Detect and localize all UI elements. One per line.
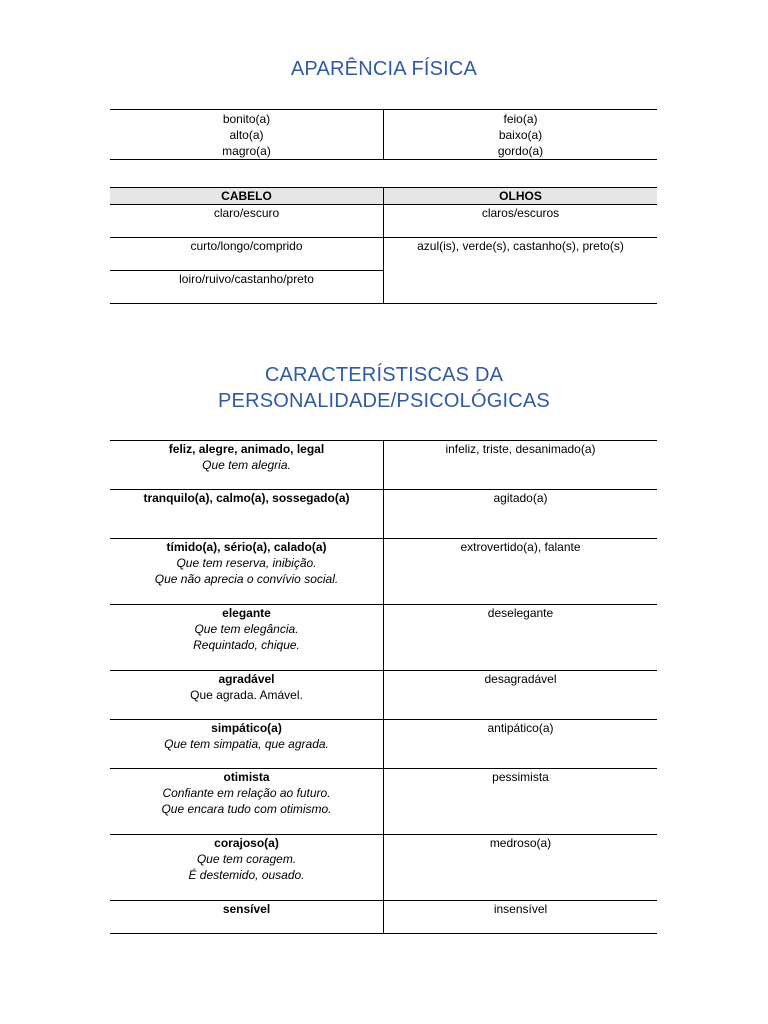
eyes-cell: claros/escuros — [384, 205, 658, 238]
trait-description: Requintado, chique. — [193, 638, 300, 652]
personality-table — [110, 440, 657, 934]
opposite-trait-cell: antipático(a) — [384, 720, 658, 769]
appearance-term: baixo(a) — [498, 128, 543, 142]
hair-cell: curto/longo/comprido — [110, 238, 384, 271]
section-title-appearance: APARÊNCIA FÍSICA — [290, 58, 478, 80]
trait-description: Que tem simpatia, que agrada. — [164, 737, 329, 751]
trait-description: Que tem reserva, inibição. — [176, 556, 317, 570]
trait-description: Que tem elegância. — [194, 622, 299, 636]
trait-cell — [110, 720, 384, 769]
table-row — [110, 539, 657, 605]
table-row — [110, 441, 657, 490]
table-row — [110, 110, 657, 160]
table-row — [110, 205, 657, 238]
eyes-cell: azul(is), verde(s), castanho(s), preto(s) — [384, 238, 658, 304]
table-row — [110, 671, 657, 720]
hair-cell: loiro/ruivo/castanho/preto — [110, 271, 384, 304]
trait-term: agradável — [218, 672, 275, 686]
trait-description: Confiante em relação ao futuro. — [162, 786, 331, 800]
trait-cell — [110, 490, 384, 539]
column-header-eyes: OLHOS — [384, 188, 658, 205]
trait-description: Que agrada. Amável. — [190, 688, 303, 702]
trait-cell — [110, 671, 384, 720]
trait-cell — [110, 605, 384, 671]
trait-description: É destemido, ousado. — [188, 868, 305, 882]
trait-term: corajoso(a) — [214, 836, 279, 850]
appearance-term: feio(a) — [503, 112, 538, 126]
table-row — [110, 769, 657, 835]
opposite-trait-cell: extrovertido(a), falante — [384, 539, 658, 605]
trait-term: feliz, alegre, animado, legal — [168, 442, 325, 456]
table-header-row — [110, 188, 657, 205]
trait-term: simpático(a) — [211, 721, 282, 735]
section-title-personality — [0, 362, 768, 414]
table-row — [110, 238, 657, 271]
trait-term: tranquilo(a), calmo(a), sossegado(a) — [143, 491, 350, 505]
appearance-term: bonito(a) — [222, 112, 271, 126]
trait-description: Que tem coragem. — [196, 852, 297, 866]
trait-cell — [110, 769, 384, 835]
trait-cell — [110, 835, 384, 901]
trait-description: Que não aprecia o convívio social. — [154, 572, 339, 586]
trait-cell — [110, 539, 384, 605]
trait-term: tímido(a), sério(a), calado(a) — [166, 540, 327, 554]
table-row — [110, 490, 657, 539]
opposite-trait-cell: medroso(a) — [384, 835, 658, 901]
appearance-negative-cell — [384, 110, 658, 160]
opposite-trait-cell: desagradável — [384, 671, 658, 720]
appearance-term: gordo(a) — [497, 144, 544, 158]
personality-table-body — [110, 441, 657, 934]
trait-description: Que tem alegria. — [202, 458, 291, 472]
trait-term: sensível — [222, 902, 271, 916]
trait-term: elegante — [222, 606, 271, 620]
opposite-trait-cell: agitado(a) — [384, 490, 658, 539]
title-line: PERSONALIDADE/PSICOLÓGICAS — [218, 390, 550, 412]
table-row — [110, 901, 657, 934]
column-header-hair: CABELO — [110, 188, 384, 205]
trait-cell — [110, 441, 384, 490]
opposite-trait-cell: pessimista — [384, 769, 658, 835]
appearance-table — [110, 109, 657, 160]
appearance-positive-cell — [110, 110, 384, 160]
table-row — [110, 605, 657, 671]
trait-cell — [110, 901, 384, 934]
opposite-trait-cell: infeliz, triste, desanimado(a) — [384, 441, 658, 490]
opposite-trait-cell: deselegante — [384, 605, 658, 671]
title-line: CARACTERÍSTISCAS DA — [264, 364, 504, 386]
appearance-term: magro(a) — [222, 144, 271, 158]
table-row — [110, 835, 657, 901]
trait-description: Que encara tudo com otimismo. — [161, 802, 332, 816]
hair-cell: claro/escuro — [110, 205, 384, 238]
hair-eyes-table — [110, 187, 657, 304]
opposite-trait-cell: insensível — [384, 901, 658, 934]
appearance-term: alto(a) — [229, 128, 264, 142]
trait-term: otimista — [223, 770, 270, 784]
table-row — [110, 720, 657, 769]
